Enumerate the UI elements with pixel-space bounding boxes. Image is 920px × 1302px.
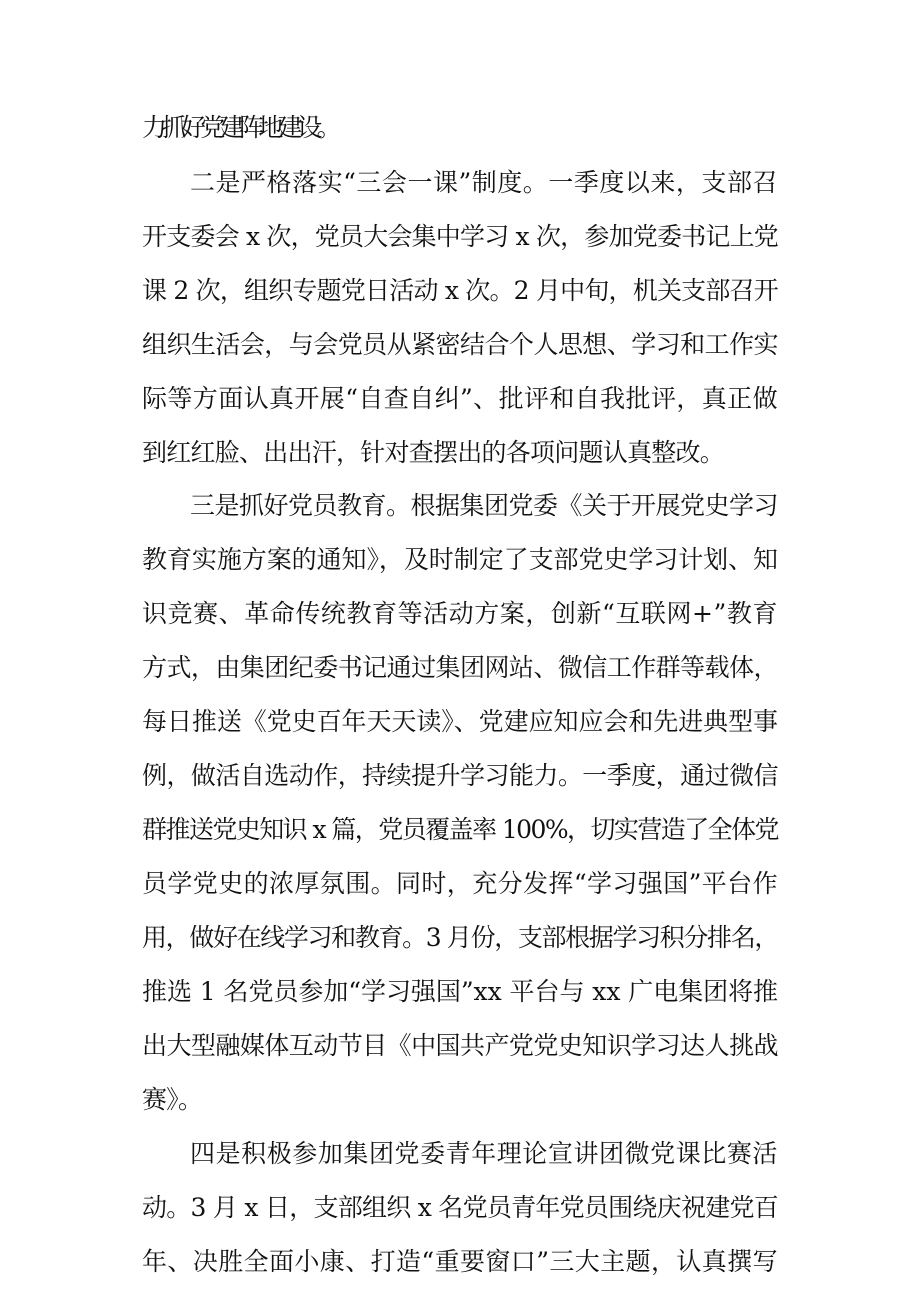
text-line-content: 到红红脸、出出汗，针对查摆出的各项问题认真整改。 [142,438,724,467]
text-line [0,702,920,742]
text-line-content: 员学党史的浓厚氛围。同时，充分发挥“学习强国”平台作 [142,869,778,898]
text-line [0,540,920,580]
text-line-content: 推选 1 名党员参加“学习强国”xx 平台与 xx 广电集团将推 [142,977,778,1006]
text-line-content: 方式，由集团纪委书记通过集团网站、微信工作群等载体， [142,653,778,682]
text-line [0,972,920,1012]
text-line [0,1134,920,1174]
text-line-content: 教育实施方案的通知》，及时制定了支部党史学习计划、知 [142,545,778,574]
text-line-content: 际等方面认真开展“自查自纠”、批评和自我批评，真正做 [142,384,778,413]
text-line-content: 年、决胜全面小康、打造“重要窗口”三大主题，认真撰写 [142,1247,778,1276]
text-line-content: 三是抓好党员教育。根据集团党委《关于开展党史学习 [190,491,778,520]
text-line [0,379,920,419]
text-line-content: 组织生活会，与会党员从紧密结合个人思想、学习和工作实 [142,330,778,359]
text-line-content: 课 2 次，组织专题党日活动 x 次。2 月中旬，机关支部召开 [142,276,778,305]
text-line [0,1188,920,1228]
text-line-content: 出大型融媒体互动节目《中国共产党党史知识学习达人挑战 [142,1031,778,1060]
text-line-content: 四是积极参加集团党委青年理论宣讲团微党课比赛活 [190,1139,778,1168]
text-line-content: 二是严格落实“三会一课”制度。一季度以来，支部召 [190,168,778,197]
text-line [0,108,920,148]
text-line-content: 动。3 月 x 日，支部组织 x 名党员青年党员围绕庆祝建党百 [142,1193,778,1222]
text-line-content: 赛》。 [142,1085,202,1114]
text-line [0,648,920,688]
text-line [0,163,920,203]
text-line-content: 用，做好在线学习和教育。3 月份，支部根据学习积分排名， [142,923,778,952]
text-line [0,756,920,796]
text-line [0,486,920,526]
text-line-content: 例，做活自选动作，持续提升学习能力。一季度，通过微信 [142,761,778,790]
text-line [0,325,920,365]
text-line-content: 每日推送《党史百年天天读》、党建应知应会和先进典型事 [142,707,778,736]
text-line [0,433,920,473]
text-line [0,271,920,311]
text-line-content: 开支委会 x 次，党员大会集中学习 x 次，参加党委书记上党 [142,222,778,251]
text-line [0,594,920,634]
text-line [0,217,920,257]
text-line-content: 力抓好党建阵地建设。 [142,113,336,142]
text-line [0,810,920,850]
text-line [0,1242,920,1282]
text-line [0,1026,920,1066]
text-line-content: 识竞赛、革命传统教育等活动方案，创新“互联网+”教育 [142,599,778,628]
text-line [0,918,920,958]
text-line [0,864,920,904]
text-line [0,1080,920,1120]
text-line-content: 群推送党史知识 x 篇，党员覆盖率 100%，切实营造了全体党 [142,815,778,844]
